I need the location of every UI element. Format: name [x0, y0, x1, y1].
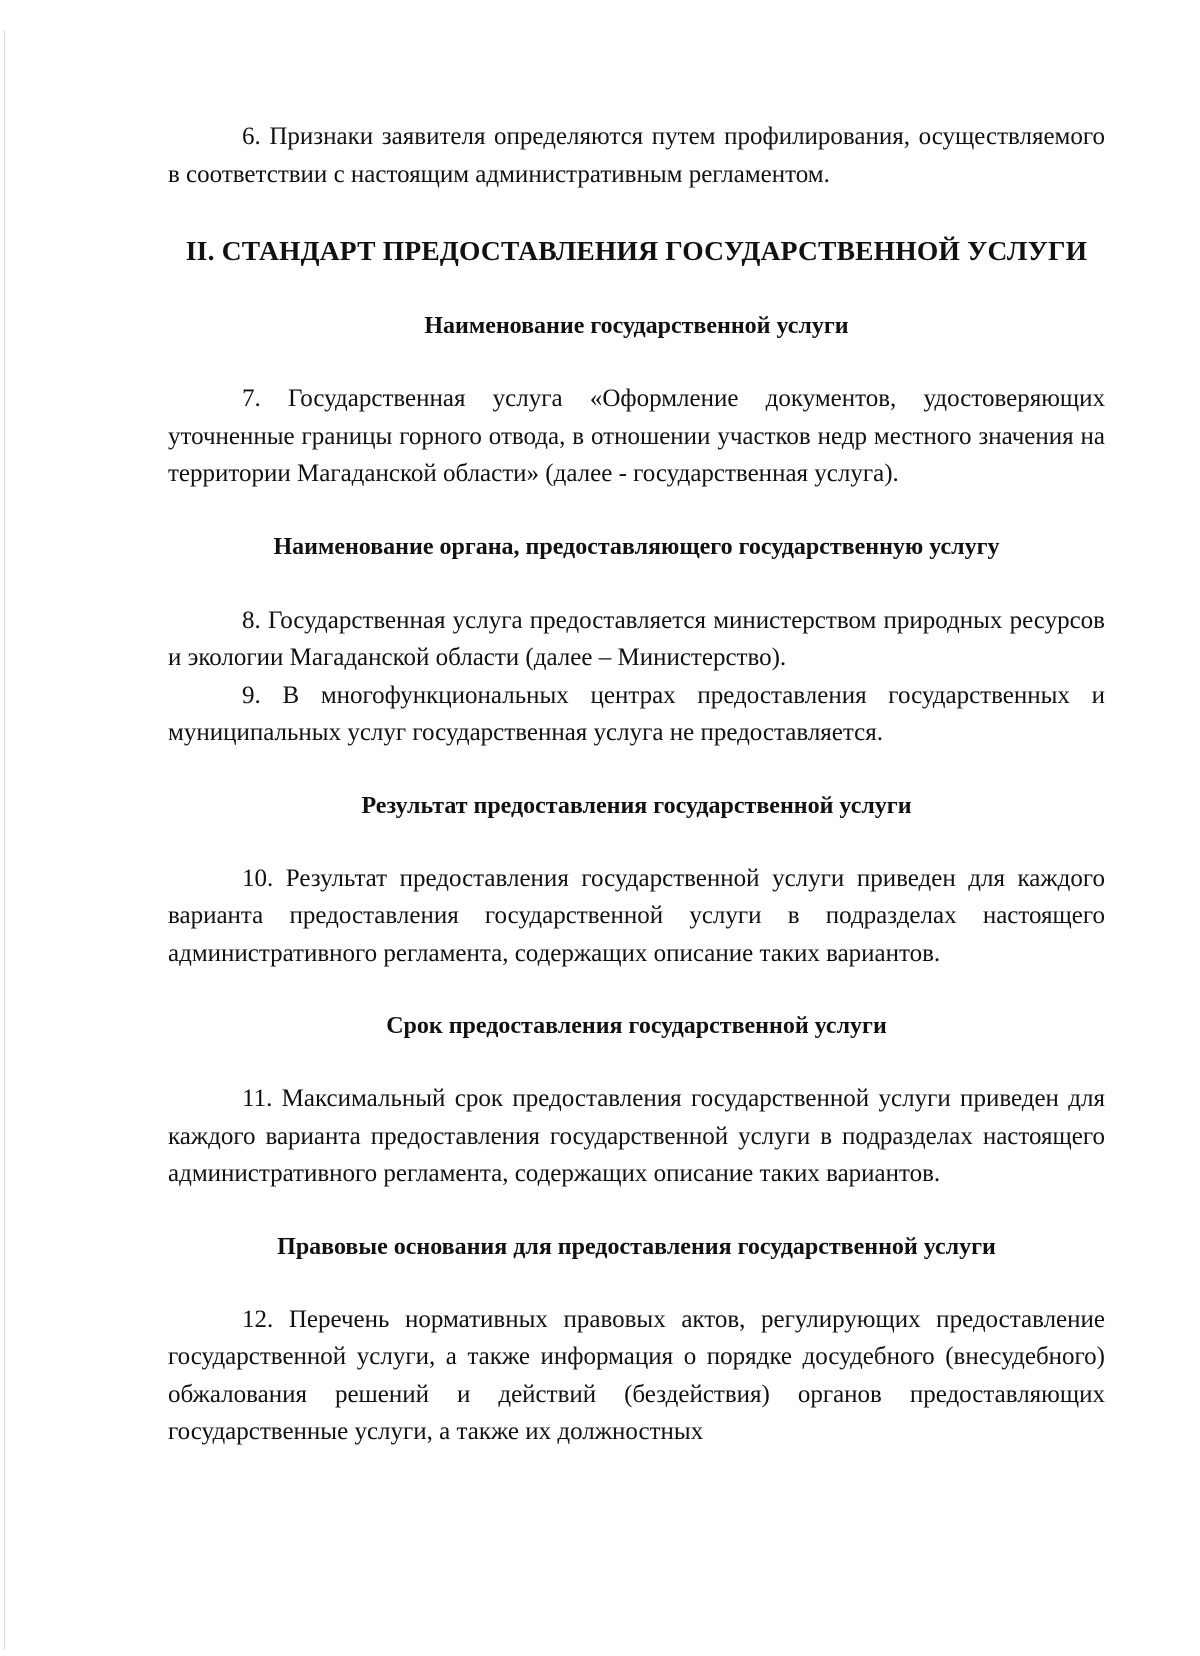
heading-service-name: Наименование государственной услуги — [424, 313, 849, 339]
paragraph-12: 12. Перечень нормативных правовых актов, регулирующих предоставление государственной услуги, а также информация о порядке досудебного (внесудебного) обжалования решений и действий (бездействия) органов предоставляющих государственные услуги, а также их должностных — [168, 1305, 1105, 1445]
paragraph-10: 10. Результат предоставления государственной услуги приведен для каждого варианта предоставления государственной услуги в подразделах настоящего административного регламента, содержащих описание таких вариантов. — [168, 864, 1105, 967]
paragraph-9: 9. В многофункциональных центрах предоставления государственных и муниципальных услуг государственная услуга не предоставляется. — [168, 681, 1105, 746]
paragraph-11: 11. Максимальный срок предоставления государственной услуги приведен для каждого варианта предоставления государственной услуги в подразделах настоящего административного регламента, содержащих описание таких вариантов. — [168, 1085, 1105, 1187]
paragraph-8: 8. Государственная услуга предоставляется министерством природных ресурсов и экологии Магаданской области (далее – Министерство). — [168, 606, 1105, 671]
scan-edge-line — [4, 30, 5, 1650]
heading-legal-basis: Правовые основания для предоставления государственной услуги — [277, 1233, 996, 1260]
heading-service-term: Срок предоставления государственной услуги — [386, 1013, 887, 1039]
paragraph-7: 7. Государственная услуга «Оформление документов, удостоверяющих уточненные границы горного отвода, в отношении участков недр местного значения на территории Магаданской области» (далее - государственная услуга). — [168, 385, 1105, 487]
document-page — [168, 118, 1105, 1451]
heading-providing-organ: Наименование органа, предоставляющего государственную услугу — [273, 533, 1000, 560]
heading-service-result: Результат предоставления государственной услуги — [361, 792, 912, 819]
section-title: II. СТАНДАРТ ПРЕДОСТАВЛЕНИЯ ГОСУДАРСТВЕННОЙ УСЛУГИ — [185, 235, 1088, 266]
paragraph-6: 6. Признаки заявителя определяются путем профилирования, осуществляемого в соответствии с настоящим административным регламентом. — [168, 123, 1105, 188]
